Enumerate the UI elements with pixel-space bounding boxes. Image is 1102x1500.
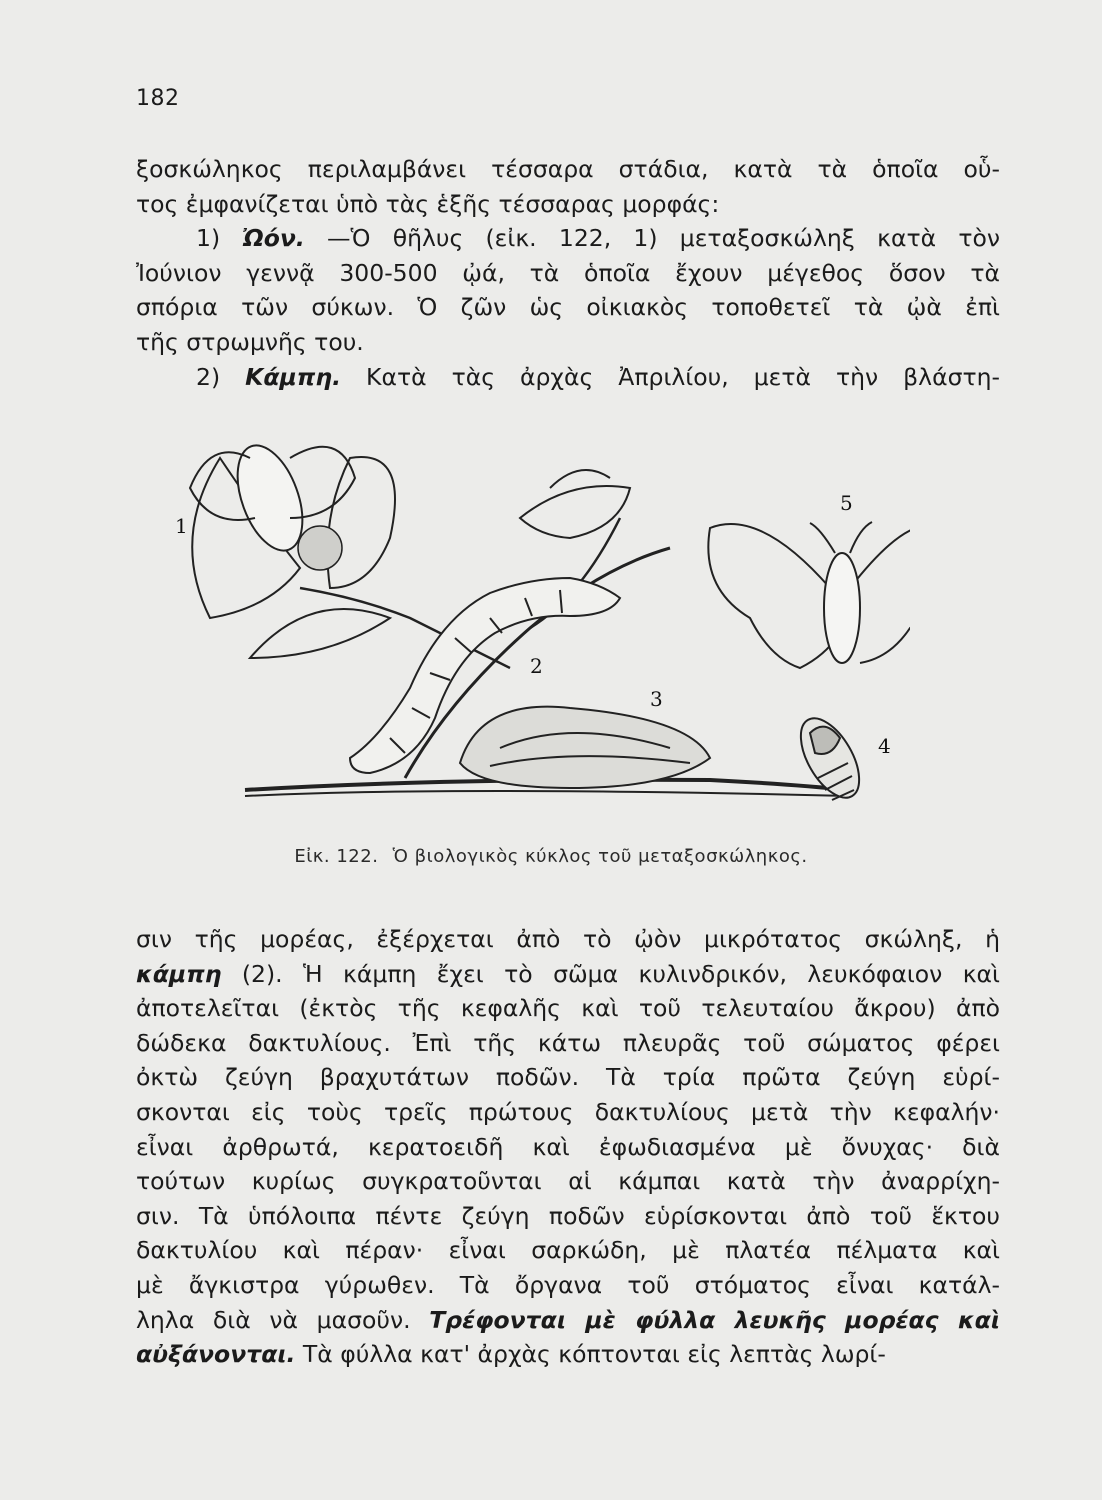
text-line: εἶναι ἀρθρωτά, κερατοειδῆ καὶ ἐφωδιασμένα μὲ ὄνυχας· διὰ [136, 1132, 1000, 1161]
bottom-text-block [136, 922, 1000, 1372]
text-line: σιν. Τὰ ὑπόλοιπα πέντε ζεύγη ποδῶν εὑρίσκονται ἀπὸ τοῦ ἕκτου [136, 1201, 1000, 1230]
text-line: αὐξάνονται. Τὰ φύλλα κατ' ἀρχὰς κόπτονται εἰς λεπτὰς λωρί- [136, 1340, 886, 1369]
text-line: τος ἐμφανίζεται ὑπὸ τὰς ἑξῆς τέσσαρας μορφάς: [136, 189, 720, 218]
fig-label-1: 1 [175, 514, 188, 538]
female-moth-1 [190, 437, 355, 570]
text-line: σιν τῆς μορέας, ἐξέρχεται ἀπὸ τὸ ᾠὸν μικρότατος σκώληξ, ἡ [136, 925, 1000, 953]
moth-5 [708, 522, 910, 668]
text-line: κάμπη (2). Ἡ κάμπη ἔχει τὸ σῶμα κυλινδρικόν, λευκόφαιον καὶ [136, 959, 1000, 988]
text-line: τούτων κυρίως συγκρατοῦνται αἱ κάμπαι κατὰ τὴν ἀναρρίχη- [136, 1167, 1000, 1196]
stage-term-egg: Ὠόν. [242, 224, 305, 253]
text-line: 2) Κάμπη. Κατὰ τὰς ἀρχὰς Ἀπριλίου, μετὰ τὴν βλάστη- [196, 362, 1000, 391]
caption-text: Ὁ βιολογικὸς κύκλος τοῦ μεταξοσκώληκος. [392, 846, 808, 867]
text-line: δακτυλίου καὶ πέραν· εἶναι σαρκώδη, μὲ πλατέα πέλματα καὶ [136, 1236, 1000, 1265]
text-line: ἀποτελεῖται (ἐκτὸς τῆς κεφαλῆς καὶ τοῦ τελευταίου ἄκρου) ἀπὸ [136, 994, 1000, 1023]
text-line: τῆς στρωμνῆς του. [136, 327, 364, 356]
caption-label: Εἰκ. 122. [294, 846, 379, 867]
text-line: σπόρια τῶν σύκων. Ὁ ζῶν ὡς οἰκιακὸς τοποθετεῖ τὰ ᾠὰ ἐπὶ [136, 293, 1000, 322]
silkworm-lifecycle-illustration [150, 418, 910, 838]
term-larva: κάμπη [136, 959, 222, 988]
fig-label-3: 3 [650, 687, 663, 711]
top-text-block [136, 152, 1000, 394]
text-line: ληλα διὰ νὰ μασοῦν. Τρέφονται μὲ φύλλα λευκῆς μορέας καὶ [136, 1305, 1000, 1334]
fig-label-5: 5 [840, 491, 853, 515]
pupa-4 [789, 709, 871, 807]
growth-emphasis: αὐξάνονται. [136, 1340, 296, 1369]
page-number: 182 [136, 86, 180, 111]
text-line: ξοσκώληκος περιλαμβάνει τέσσαρα στάδια, κατὰ τὰ ὁποῖα οὗ- [136, 155, 1000, 183]
illustration-svg [150, 418, 910, 838]
text-line: 1) Ὠόν. —Ὁ θῆλυς (εἰκ. 122, 1) μεταξοσκώληξ κατὰ τὸν [196, 224, 1000, 253]
egg-cluster [298, 526, 342, 570]
text-line: μὲ ἄγκιστρα γύρωθεν. Τὰ ὄργανα τοῦ στόματος εἶναι κατάλ- [136, 1270, 1000, 1299]
fig-label-2: 2 [530, 654, 543, 678]
cocoon-3 [460, 707, 710, 788]
text-line: ὀκτὼ ζεύγη βραχυτάτων ποδῶν. Τὰ τρία πρῶτα ζεύγη εὑρί- [136, 1063, 1000, 1092]
feeding-emphasis: Τρέφονται μὲ φύλλα λευκῆς μορέας καὶ [429, 1305, 1000, 1334]
figure-caption [0, 846, 1102, 867]
fig-label-4: 4 [878, 734, 891, 758]
text-line: σκονται εἰς τοὺς τρεῖς πρώτους δακτυλίους μετὰ τὴν κεφαλήν· [136, 1097, 1000, 1126]
stage-term-larva: Κάμπη. [245, 362, 342, 391]
text-line: Ἰούνιον γεννᾷ 300-500 ᾠά, τὰ ὁποῖα ἔχουν μέγεθος ὅσον τὰ [136, 258, 1000, 287]
text-line: δώδεκα δακτυλίους. Ἐπὶ τῆς κάτω πλευρᾶς τοῦ σώματος φέρει [136, 1028, 1000, 1057]
